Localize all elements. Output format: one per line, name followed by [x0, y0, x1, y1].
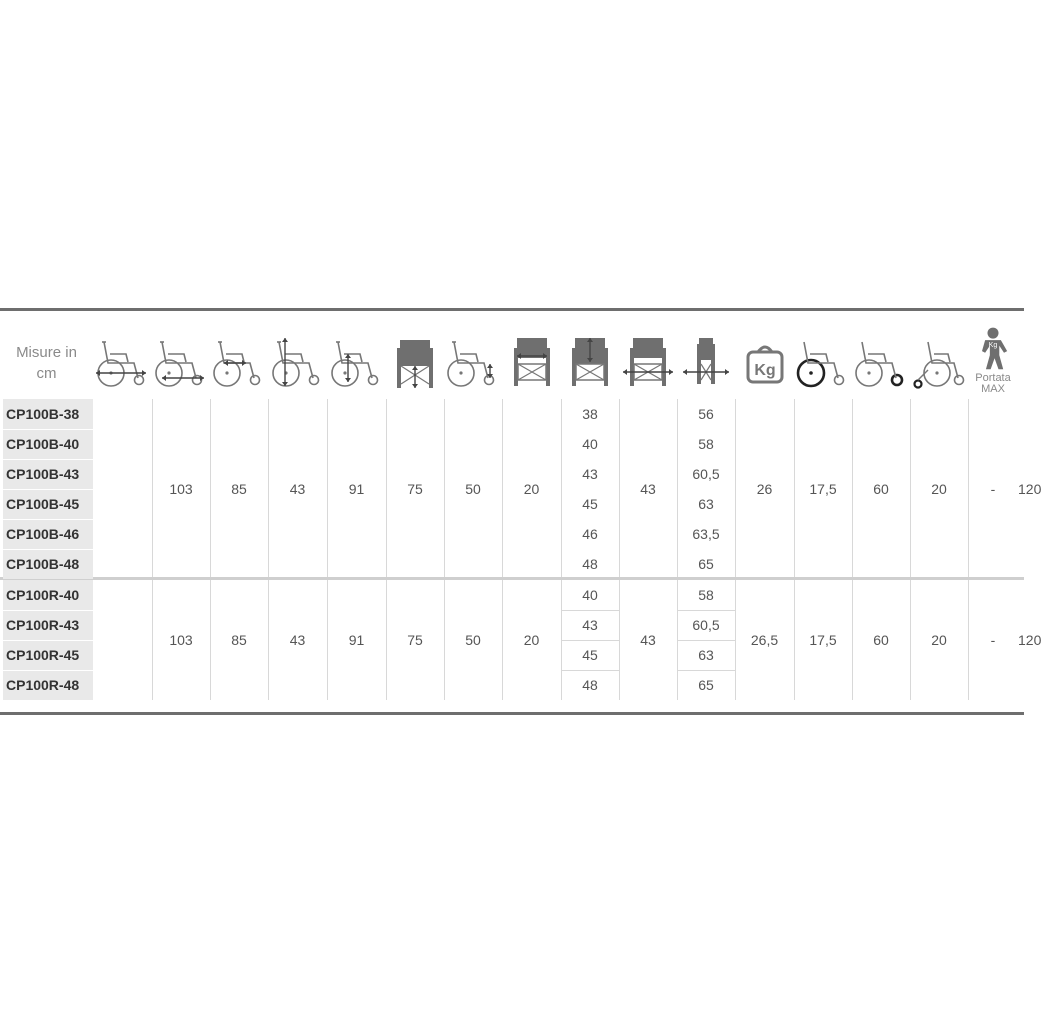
- merged-value-cell: 91: [348, 632, 365, 648]
- row-divider: [3, 519, 93, 520]
- wheelchair-total-length-icon: [94, 334, 152, 390]
- max-load-person-icon: [964, 326, 1022, 370]
- merged-value-cell: 91: [348, 481, 365, 497]
- row-divider: [561, 640, 619, 641]
- total-width-cell: 63: [698, 647, 714, 663]
- merged-value-cell: 75: [407, 632, 423, 648]
- wheelchair-backrest-height-icon: [561, 334, 619, 390]
- merged-value-cell: 85: [231, 481, 247, 497]
- merged-value-cell: 50: [465, 632, 481, 648]
- merged-value-cell: 85: [231, 632, 247, 648]
- wheelchair-footrest-height-icon: [444, 334, 502, 390]
- max-load-label-line2: MAX: [981, 383, 1005, 395]
- total-width-cell: 56: [698, 406, 714, 422]
- wheelchair-seat-depth-icon: [210, 334, 268, 390]
- seat-width-cell: 45: [582, 496, 598, 512]
- merged-value-cell: 26: [756, 481, 773, 497]
- row-divider: [3, 640, 93, 641]
- seat-width-cell: 43: [582, 617, 598, 633]
- merged-value-cell: -: [990, 481, 996, 497]
- row-divider: [3, 610, 93, 611]
- merged-value-cell: 60: [873, 632, 889, 648]
- merged-value-cell: 120: [1018, 481, 1041, 497]
- rear-wheel-diameter-icon: [794, 334, 852, 390]
- merged-value-cell: 60: [873, 481, 889, 497]
- merged-value-cell: 20: [931, 481, 947, 497]
- person-icon-text: Kg: [988, 342, 998, 350]
- merged-value-cell: 75: [407, 481, 423, 497]
- model-code: CP100R-40: [3, 580, 93, 610]
- weight-icon-text: Kg: [753, 362, 776, 379]
- units-header-line2: cm: [36, 365, 57, 382]
- merged-value-cell: 103: [169, 481, 193, 497]
- table-top-rule: [0, 308, 1024, 311]
- table-bottom-rule: [0, 712, 1024, 715]
- model-code: CP100B-38: [3, 399, 93, 429]
- wheelchair-folded-width-icon: [677, 334, 735, 390]
- merged-value-cell: 43: [289, 632, 306, 648]
- row-divider: [561, 670, 619, 671]
- merged-value-cell: 103: [169, 632, 193, 648]
- seat-width-cell: 38: [582, 406, 598, 422]
- model-code: CP100R-45: [3, 640, 93, 670]
- model-code: CP100B-45: [3, 489, 93, 519]
- wheelchair-armrest-height-icon: [328, 334, 386, 390]
- merged-value-cell: 43: [640, 481, 656, 497]
- seat-width-cell: 45: [582, 647, 598, 663]
- units-header: [0, 342, 93, 384]
- total-width-cell: 63: [698, 496, 714, 512]
- model-code: CP100R-48: [3, 670, 93, 700]
- seat-width-cell: 40: [582, 587, 598, 603]
- max-load-label-line1: Portata: [975, 372, 1011, 384]
- merged-value-cell: 17,5: [809, 481, 837, 497]
- total-width-cell: 58: [698, 587, 714, 603]
- row-divider: [677, 610, 735, 611]
- row-divider: [677, 640, 735, 641]
- wheelchair-length-no-footrest-icon: [152, 334, 210, 390]
- total-width-cell: 65: [698, 677, 714, 693]
- front-caster-diameter-icon: [852, 334, 910, 390]
- wheelchair-total-height-icon: [269, 334, 327, 390]
- merged-value-cell: -: [990, 632, 996, 648]
- merged-value-cell: 20: [931, 632, 947, 648]
- model-code: CP100B-48: [3, 549, 93, 579]
- merged-value-cell: 43: [640, 632, 656, 648]
- merged-value-cell: 17,5: [809, 632, 837, 648]
- seat-width-cell: 40: [582, 436, 598, 452]
- row-divider: [561, 610, 619, 611]
- wheelchair-seat-height-icon: [386, 334, 444, 390]
- merged-value-cell: 20: [523, 481, 540, 497]
- weight-kg-icon: [736, 334, 794, 390]
- seat-width-cell: 43: [582, 466, 598, 482]
- total-width-cell: 60,5: [692, 617, 720, 633]
- row-divider: [3, 489, 93, 490]
- merged-value-cell: 43: [289, 481, 306, 497]
- seat-width-cell: 46: [582, 526, 598, 542]
- wheelchair-total-width-icon: [619, 334, 677, 390]
- row-divider: [3, 429, 93, 430]
- row-divider: [3, 459, 93, 460]
- model-code: CP100B-40: [3, 429, 93, 459]
- total-width-cell: 63,5: [692, 526, 720, 542]
- units-header-line1: Misure in: [16, 344, 77, 361]
- max-load-label: [964, 373, 1022, 395]
- total-width-cell: 60,5: [692, 466, 720, 482]
- merged-value-cell: 50: [465, 481, 481, 497]
- merged-value-cell: 120: [1018, 632, 1041, 648]
- row-divider: [3, 670, 93, 671]
- total-width-cell: 58: [698, 436, 714, 452]
- total-width-cell: 65: [698, 556, 714, 572]
- merged-value-cell: 26,5: [750, 632, 779, 648]
- seat-width-cell: 48: [582, 677, 598, 693]
- wheelchair-seat-width-icon: [503, 334, 561, 390]
- row-divider: [3, 549, 93, 550]
- model-code: CP100B-46: [3, 519, 93, 549]
- seat-width-cell: 48: [582, 556, 598, 572]
- model-code: CP100B-43: [3, 459, 93, 489]
- transit-wheel-icon: [910, 334, 968, 390]
- row-divider: [677, 670, 735, 671]
- model-code: CP100R-43: [3, 610, 93, 640]
- merged-value-cell: 20: [523, 632, 540, 648]
